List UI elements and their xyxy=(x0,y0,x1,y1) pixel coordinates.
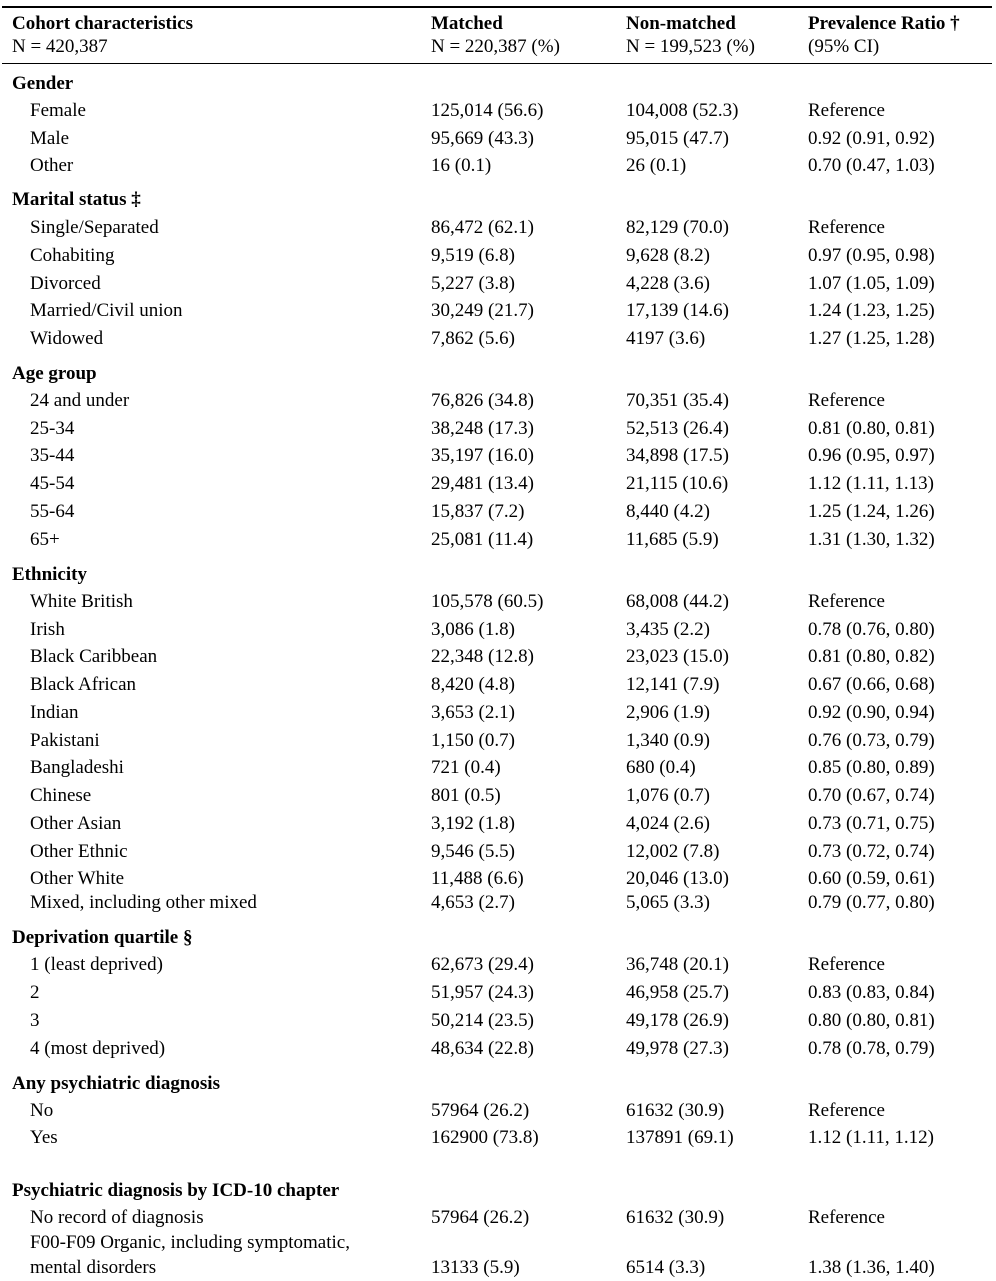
row-label: 45-54 xyxy=(30,473,75,494)
matched-value: 95,669 (43.3) xyxy=(431,128,534,149)
row-label: Chinese xyxy=(30,785,92,806)
section-heading-row xyxy=(0,71,996,97)
matched-value: 721 (0.4) xyxy=(431,757,501,778)
row-label: 25-34 xyxy=(30,418,75,439)
prevalence-ratio-value: 0.79 (0.77, 0.80) xyxy=(808,892,935,913)
table-row xyxy=(0,644,996,670)
prevalence-ratio-value: 0.67 (0.66, 0.68) xyxy=(808,674,935,695)
header-subtitle: N = 420,387 xyxy=(12,36,108,57)
section-title: Psychiatric diagnosis by ICD-10 chapter xyxy=(12,1180,340,1201)
matched-value: 38,248 (17.3) xyxy=(431,418,534,439)
matched-value: 76,826 (34.8) xyxy=(431,390,534,411)
nonmatched-value: 95,015 (47.7) xyxy=(626,128,729,149)
table-row xyxy=(0,443,996,469)
row-label: Indian xyxy=(30,702,79,723)
matched-value: 57964 (26.2) xyxy=(431,1207,530,1228)
row-label: 24 and under xyxy=(30,390,130,411)
prevalence-ratio-value: 1.38 (1.36, 1.40) xyxy=(808,1257,935,1278)
matched-value: 86,472 (62.1) xyxy=(431,217,534,238)
row-label: Pakistani xyxy=(30,730,100,751)
matched-value: 4,653 (2.7) xyxy=(431,892,515,913)
nonmatched-value: 680 (0.4) xyxy=(626,757,696,778)
nonmatched-value: 82,129 (70.0) xyxy=(626,217,729,238)
prevalence-ratio-value: 1.27 (1.25, 1.28) xyxy=(808,328,935,349)
nonmatched-value: 34,898 (17.5) xyxy=(626,445,729,466)
table-row xyxy=(0,298,996,324)
nonmatched-value: 1,340 (0.9) xyxy=(626,730,710,751)
prevalence-ratio-value: 0.60 (0.59, 0.61) xyxy=(808,868,935,889)
section-title: Deprivation quartile § xyxy=(12,927,193,948)
table-row xyxy=(0,589,996,615)
table-row xyxy=(0,672,996,698)
section-heading-row xyxy=(0,925,996,951)
table-row xyxy=(0,416,996,442)
section-heading-row xyxy=(0,562,996,588)
matched-value: 801 (0.5) xyxy=(431,785,501,806)
prevalence-ratio-value: Reference xyxy=(808,100,885,121)
table-row xyxy=(0,980,996,1006)
table-row xyxy=(0,243,996,269)
header-subtitle: N = 199,523 (%) xyxy=(626,36,755,57)
prevalence-ratio-value: Reference xyxy=(808,1207,885,1228)
table-row xyxy=(0,1255,996,1281)
nonmatched-value: 11,685 (5.9) xyxy=(626,529,719,550)
prevalence-ratio-value: 1.31 (1.30, 1.32) xyxy=(808,529,935,550)
matched-value: 105,578 (60.5) xyxy=(431,591,544,612)
prevalence-ratio-value: 0.97 (0.95, 0.98) xyxy=(808,245,935,266)
row-label: Irish xyxy=(30,619,65,640)
table-row xyxy=(0,215,996,241)
section-heading-row xyxy=(0,1178,996,1204)
prevalence-ratio-value: 0.78 (0.76, 0.80) xyxy=(808,619,935,640)
nonmatched-value: 36,748 (20.1) xyxy=(626,954,729,975)
row-label: 3 xyxy=(30,1010,40,1031)
prevalence-ratio-value: 1.24 (1.23, 1.25) xyxy=(808,300,935,321)
row-label: Cohabiting xyxy=(30,245,115,266)
nonmatched-value: 52,513 (26.4) xyxy=(626,418,729,439)
table-row xyxy=(0,388,996,414)
table-row xyxy=(0,1125,996,1151)
row-label: Female xyxy=(30,100,86,121)
prevalence-ratio-value: 0.81 (0.80, 0.82) xyxy=(808,646,935,667)
matched-value: 3,192 (1.8) xyxy=(431,813,515,834)
prevalence-ratio-value: Reference xyxy=(808,954,885,975)
matched-value: 3,653 (2.1) xyxy=(431,702,515,723)
row-label: Other xyxy=(30,155,74,176)
row-label: No record of diagnosis xyxy=(30,1207,204,1228)
row-label: 35-44 xyxy=(30,445,75,466)
header-title: Cohort characteristics xyxy=(12,13,193,34)
prevalence-ratio-value: Reference xyxy=(808,591,885,612)
nonmatched-value: 17,139 (14.6) xyxy=(626,300,729,321)
matched-value: 22,348 (12.8) xyxy=(431,646,534,667)
prevalence-ratio-value: 0.80 (0.80, 0.81) xyxy=(808,1010,935,1031)
row-label: Other Asian xyxy=(30,813,122,834)
table-row xyxy=(0,728,996,754)
matched-value: 57964 (26.2) xyxy=(431,1100,530,1121)
section-heading-row xyxy=(0,1071,996,1097)
matched-value: 7,862 (5.6) xyxy=(431,328,515,349)
matched-value: 3,086 (1.8) xyxy=(431,619,515,640)
section-title: Ethnicity xyxy=(12,564,87,585)
header-subtitle: (95% CI) xyxy=(808,36,880,57)
prevalence-ratio-value: 0.85 (0.80, 0.89) xyxy=(808,757,935,778)
nonmatched-value: 2,906 (1.9) xyxy=(626,702,710,723)
nonmatched-value: 68,008 (44.2) xyxy=(626,591,729,612)
matched-value: 9,519 (6.8) xyxy=(431,245,515,266)
nonmatched-value: 6514 (3.3) xyxy=(626,1257,706,1278)
row-label: Yes xyxy=(30,1127,58,1148)
table-row xyxy=(0,839,996,865)
prevalence-ratio-value: 0.83 (0.83, 0.84) xyxy=(808,982,935,1003)
row-label: 65+ xyxy=(30,529,60,550)
header-title: Non-matched xyxy=(626,13,736,34)
section-heading-row xyxy=(0,187,996,213)
nonmatched-value: 21,115 (10.6) xyxy=(626,473,729,494)
nonmatched-value: 1,076 (0.7) xyxy=(626,785,710,806)
matched-value: 1,150 (0.7) xyxy=(431,730,515,751)
matched-value: 125,014 (56.6) xyxy=(431,100,544,121)
table-row xyxy=(0,755,996,781)
prevalence-ratio-value: Reference xyxy=(808,1100,885,1121)
matched-value: 30,249 (21.7) xyxy=(431,300,534,321)
matched-value: 25,081 (11.4) xyxy=(431,529,534,550)
section-title: Gender xyxy=(12,73,74,94)
nonmatched-value: 46,958 (25.7) xyxy=(626,982,729,1003)
prevalence-ratio-value: 0.73 (0.72, 0.74) xyxy=(808,841,935,862)
row-label: Divorced xyxy=(30,273,101,294)
row-label: Single/Separated xyxy=(30,217,159,238)
nonmatched-value: 70,351 (35.4) xyxy=(626,390,729,411)
row-label: Widowed xyxy=(30,328,104,349)
row-label: Other White xyxy=(30,868,125,889)
prevalence-ratio-value: 0.92 (0.90, 0.94) xyxy=(808,702,935,723)
nonmatched-value: 104,008 (52.3) xyxy=(626,100,739,121)
row-label: F00-F09 Organic, including symptomatic, xyxy=(30,1232,350,1253)
section-title: Age group xyxy=(12,363,97,384)
row-label: Black Caribbean xyxy=(30,646,158,667)
prevalence-ratio-value: 0.78 (0.78, 0.79) xyxy=(808,1038,935,1059)
prevalence-ratio-value: 1.12 (1.11, 1.12) xyxy=(808,1127,934,1148)
prevalence-ratio-value: 0.76 (0.73, 0.79) xyxy=(808,730,935,751)
nonmatched-value: 61632 (30.9) xyxy=(626,1100,725,1121)
matched-value: 15,837 (7.2) xyxy=(431,501,525,522)
prevalence-ratio-value: 1.12 (1.11, 1.13) xyxy=(808,473,934,494)
row-label: Mixed, including other mixed xyxy=(30,892,257,913)
table-row xyxy=(0,527,996,553)
table-row xyxy=(0,1008,996,1034)
table-row xyxy=(0,126,996,152)
row-label: Married/Civil union xyxy=(30,300,183,321)
nonmatched-value: 12,002 (7.8) xyxy=(626,841,720,862)
prevalence-ratio-value: 1.25 (1.24, 1.26) xyxy=(808,501,935,522)
table-row xyxy=(0,890,996,916)
section-heading-row xyxy=(0,361,996,387)
matched-value: 51,957 (24.3) xyxy=(431,982,534,1003)
prevalence-ratio-value: 1.07 (1.05, 1.09) xyxy=(808,273,935,294)
nonmatched-value: 61632 (30.9) xyxy=(626,1207,725,1228)
prevalence-ratio-value: 0.92 (0.91, 0.92) xyxy=(808,128,935,149)
matched-value: 5,227 (3.8) xyxy=(431,273,515,294)
matched-value: 9,546 (5.5) xyxy=(431,841,515,862)
matched-value: 162900 (73.8) xyxy=(431,1127,539,1148)
nonmatched-value: 5,065 (3.3) xyxy=(626,892,710,913)
table-row xyxy=(0,1036,996,1062)
prevalence-ratio-value: 0.70 (0.67, 0.74) xyxy=(808,785,935,806)
table-row xyxy=(0,1205,996,1231)
table-row xyxy=(0,700,996,726)
section-title: Any psychiatric diagnosis xyxy=(12,1073,220,1094)
nonmatched-value: 8,440 (4.2) xyxy=(626,501,710,522)
row-label: White British xyxy=(30,591,133,612)
nonmatched-value: 12,141 (7.9) xyxy=(626,674,720,695)
nonmatched-value: 3,435 (2.2) xyxy=(626,619,710,640)
row-label: 2 xyxy=(30,982,40,1003)
row-label: Black African xyxy=(30,674,137,695)
header-title: Prevalence Ratio † xyxy=(808,13,960,34)
table-row xyxy=(0,783,996,809)
section-title: Marital status ‡ xyxy=(12,189,141,210)
matched-value: 50,214 (23.5) xyxy=(431,1010,534,1031)
table-row xyxy=(0,471,996,497)
nonmatched-value: 49,978 (27.3) xyxy=(626,1038,729,1059)
matched-value: 62,673 (29.4) xyxy=(431,954,534,975)
header-subtitle: N = 220,387 (%) xyxy=(431,36,560,57)
nonmatched-value: 4,024 (2.6) xyxy=(626,813,710,834)
matched-value: 8,420 (4.8) xyxy=(431,674,515,695)
row-label: Male xyxy=(30,128,70,149)
table-row xyxy=(0,153,996,179)
prevalence-ratio-value: Reference xyxy=(808,390,885,411)
row-label: Bangladeshi xyxy=(30,757,124,778)
table-row xyxy=(0,326,996,352)
table-row xyxy=(0,98,996,124)
table-row xyxy=(0,617,996,643)
prevalence-ratio-value: 0.96 (0.95, 0.97) xyxy=(808,445,935,466)
matched-value: 48,634 (22.8) xyxy=(431,1038,534,1059)
nonmatched-value: 49,178 (26.9) xyxy=(626,1010,729,1031)
nonmatched-value: 137891 (69.1) xyxy=(626,1127,734,1148)
prevalence-ratio-value: Reference xyxy=(808,217,885,238)
nonmatched-value: 4197 (3.6) xyxy=(626,328,706,349)
nonmatched-value: 23,023 (15.0) xyxy=(626,646,729,667)
table-row xyxy=(0,271,996,297)
matched-value: 16 (0.1) xyxy=(431,155,492,176)
nonmatched-value: 9,628 (8.2) xyxy=(626,245,710,266)
table-row xyxy=(0,952,996,978)
nonmatched-value: 26 (0.1) xyxy=(626,155,687,176)
prevalence-ratio-value: 0.70 (0.47, 1.03) xyxy=(808,155,935,176)
table-row xyxy=(0,1230,996,1256)
matched-value: 11,488 (6.6) xyxy=(431,868,524,889)
row-label: Other Ethnic xyxy=(30,841,128,862)
table-row xyxy=(0,1098,996,1124)
row-label: 1 (least deprived) xyxy=(30,954,163,975)
nonmatched-value: 4,228 (3.6) xyxy=(626,273,710,294)
nonmatched-value: 20,046 (13.0) xyxy=(626,868,729,889)
row-label: 4 (most deprived) xyxy=(30,1038,166,1059)
row-label: mental disorders xyxy=(30,1257,157,1278)
table-row xyxy=(0,811,996,837)
table-row xyxy=(0,499,996,525)
matched-value: 29,481 (13.4) xyxy=(431,473,534,494)
prevalence-ratio-value: 0.73 (0.71, 0.75) xyxy=(808,813,935,834)
table-row xyxy=(0,866,996,892)
matched-value: 35,197 (16.0) xyxy=(431,445,534,466)
row-label: 55-64 xyxy=(30,501,75,522)
header-title: Matched xyxy=(431,13,503,34)
prevalence-ratio-value: 0.81 (0.80, 0.81) xyxy=(808,418,935,439)
row-label: No xyxy=(30,1100,54,1121)
matched-value: 13133 (5.9) xyxy=(431,1257,520,1278)
